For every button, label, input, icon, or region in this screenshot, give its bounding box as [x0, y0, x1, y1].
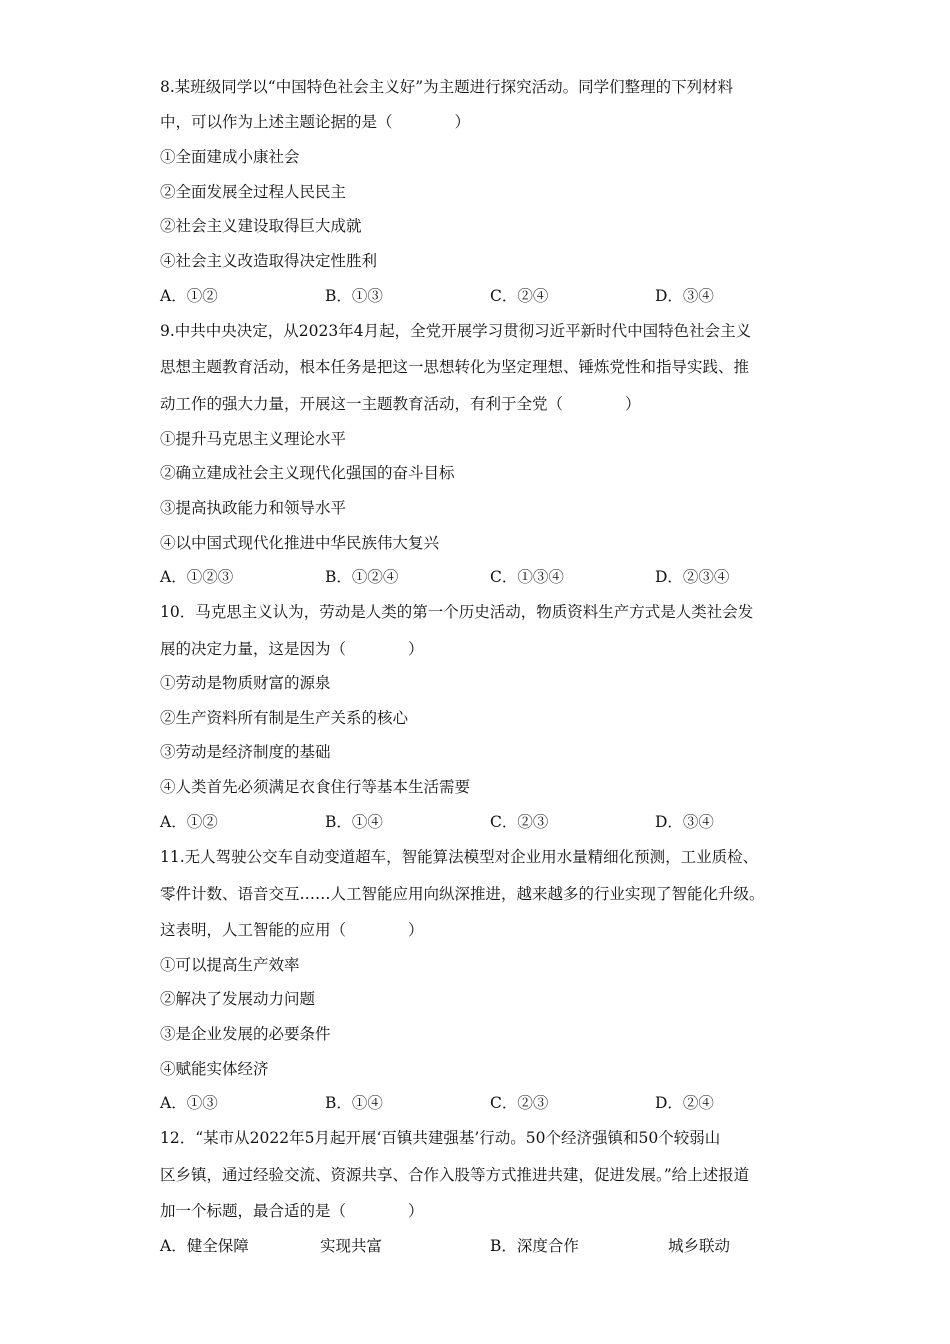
question-8-item-4: ④社会主义改造取得决定性胜利	[160, 252, 378, 270]
question-8-item-1: ①全面建成小康社会	[160, 148, 300, 166]
question-11-item-1: ①可以提高生产效率	[160, 956, 300, 974]
question-8-stem-line-1: 8.某班级同学以“中国特色社会主义好”为主题进行探究活动。同学们整理的下列材料	[160, 78, 734, 96]
question-9-option-c[interactable]: C．①③④	[490, 568, 564, 586]
question-11-option-b[interactable]: B．①④	[325, 1094, 383, 1112]
question-10-stem-line-1: 10．马克思主义认为，劳动是人类的第一个历史活动，物质资料生产方式是人类社会发	[160, 603, 754, 621]
question-12-stem-line-3: 加一个标题，最合适的是（ ）	[160, 1202, 424, 1220]
question-11-item-2: ②解决了发展动力问题	[160, 990, 316, 1008]
question-12-option-a-continued: 实现共富	[320, 1237, 383, 1255]
question-10-item-3: ③劳动是经济制度的基础	[160, 743, 331, 761]
question-8-option-d[interactable]: D．③④	[655, 287, 714, 305]
question-9-item-2: ②确立建成社会主义现代化强国的奋斗目标	[160, 464, 455, 482]
question-11-stem-line-3: 这表明，人工智能的应用（ ）	[160, 921, 424, 939]
question-11-option-a[interactable]: A．①③	[160, 1094, 218, 1112]
question-12-stem-line-1: 12．“某市从2022年5月起开展‘百镇共建强基’行动。50个经济强镇和50个较弱山	[160, 1129, 721, 1147]
question-8-option-a[interactable]: A．①②	[160, 287, 218, 305]
question-9-option-b[interactable]: B．①②④	[325, 568, 399, 586]
question-10-option-a[interactable]: A．①②	[160, 813, 218, 831]
question-9-item-3: ③提高执政能力和领导水平	[160, 499, 347, 517]
question-8-option-c[interactable]: C．②④	[490, 287, 549, 305]
question-11-option-c[interactable]: C．②③	[490, 1094, 549, 1112]
question-8-stem-line-2: 中，可以作为上述主题论据的是（ ）	[160, 113, 471, 131]
question-8-item-2: ②全面发展全过程人民民主	[160, 183, 347, 201]
question-9-stem-line-1: 9.中共中央决定，从2023年4月起，全党开展学习贯彻习近平新时代中国特色社会主义	[160, 322, 752, 340]
question-9-stem-line-3: 动工作的强大力量，开展这一主题教育活动，有利于全党（ ）	[160, 395, 641, 413]
question-9-item-1: ①提升马克思主义理论水平	[160, 430, 347, 448]
question-11-item-4: ④赋能实体经济	[160, 1060, 269, 1078]
question-9-item-4: ④以中国式现代化推进中华民族伟大复兴	[160, 534, 440, 552]
question-8-item-3: ②社会主义建设取得巨大成就	[160, 217, 362, 235]
question-10-stem-line-2: 展的决定力量，这是因为（ ）	[160, 640, 424, 658]
question-12-option-b-continued: 城乡联动	[668, 1237, 731, 1255]
question-12-stem-line-2: 区乡镇，通过经验交流、资源共享、合作入股等方式推进共建，促进发展。”给上述报道	[160, 1166, 750, 1184]
question-10-option-c[interactable]: C．②③	[490, 813, 549, 831]
question-10-item-4: ④人类首先必须满足衣食住行等基本生活需要	[160, 778, 471, 796]
question-9-option-d[interactable]: D．②③④	[655, 568, 730, 586]
question-9-stem-line-2: 思想主题教育活动，根本任务是把这一思想转化为坚定理想、锤炼党性和指导实践、推	[160, 358, 750, 376]
question-12-option-a[interactable]: A．健全保障	[160, 1237, 249, 1255]
question-11-option-d[interactable]: D．②④	[655, 1094, 714, 1112]
question-11-stem-line-1: 11.无人驾驶公交车自动变道超车，智能算法模型对企业用水量精细化预测，工业质检、	[160, 848, 759, 866]
question-10-option-b[interactable]: B．①④	[325, 813, 383, 831]
question-11-stem-line-2: 零件计数、语音交互……人工智能应用向纵深推进，越来越多的行业实现了智能化升级。	[160, 885, 765, 903]
question-10-item-2: ②生产资料所有制是生产关系的核心	[160, 709, 409, 727]
question-12-option-b[interactable]: B．深度合作	[490, 1237, 579, 1255]
question-11-item-3: ③是企业发展的必要条件	[160, 1025, 331, 1043]
question-10-option-d[interactable]: D．③④	[655, 813, 714, 831]
question-8-option-b[interactable]: B．①③	[325, 287, 383, 305]
question-9-option-a[interactable]: A．①②③	[160, 568, 234, 586]
question-10-item-1: ①劳动是物质财富的源泉	[160, 674, 331, 692]
